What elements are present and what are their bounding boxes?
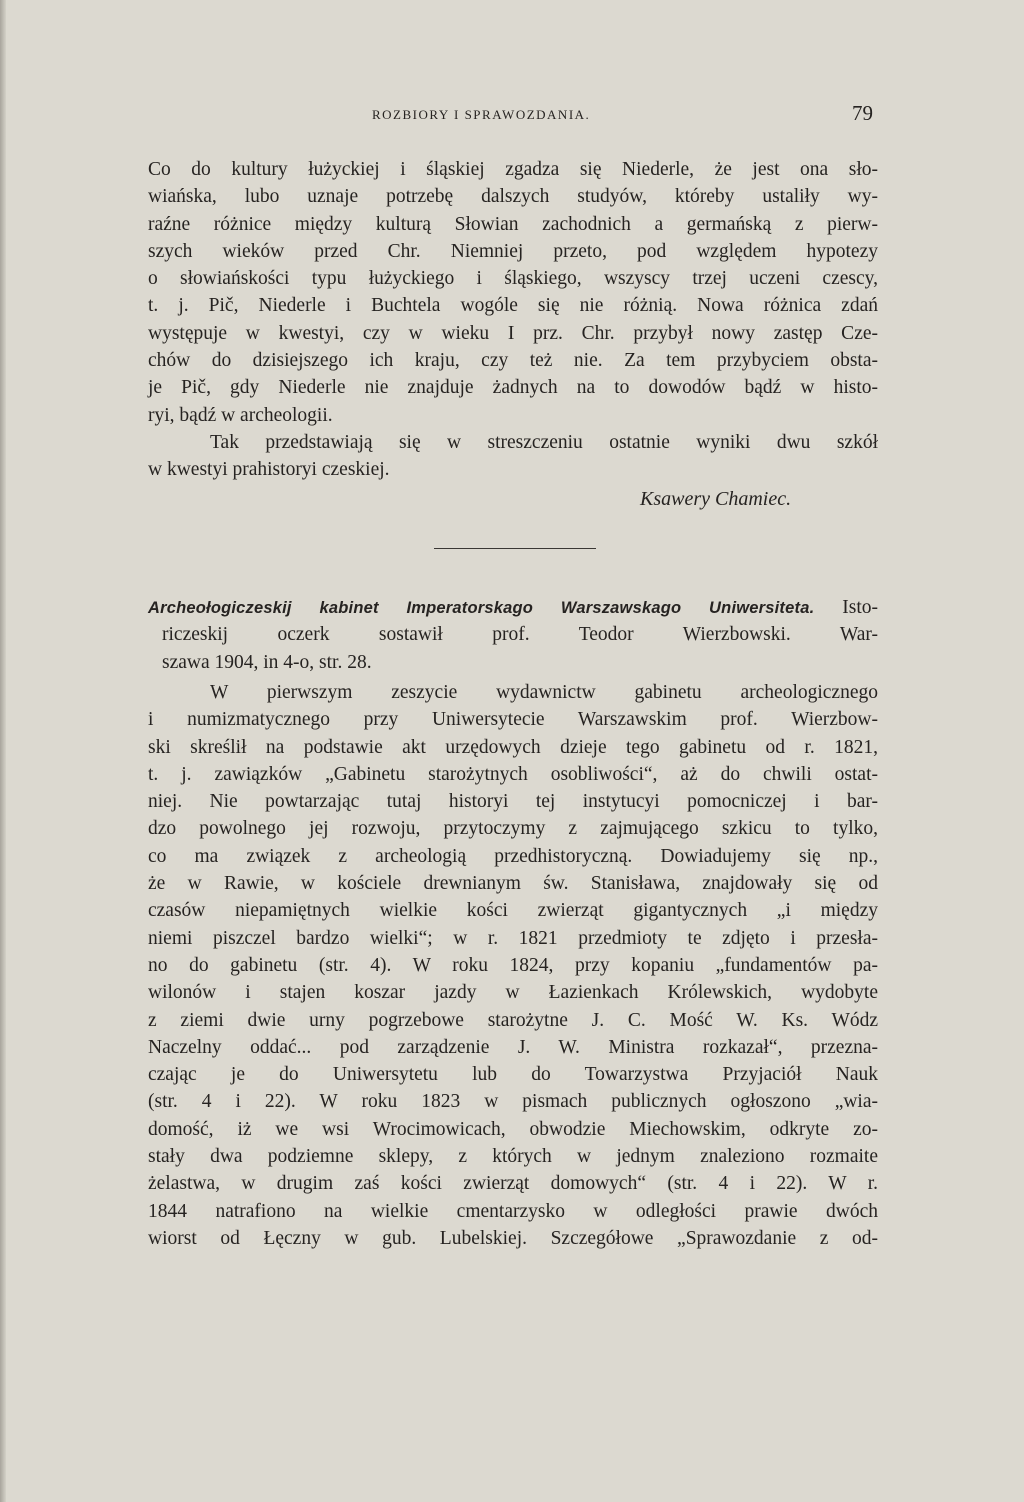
text-line: ryi, bądź w archeologii.: [148, 404, 333, 426]
text-line: (str. 4 i 22). W roku 1823 w pismach publicznych ogłoszono „wia-: [148, 1091, 878, 1113]
text-line: wilonów i stajen koszar jazdy w Łazienkach Królewskich, wydobyte: [148, 982, 878, 1004]
text-line: czasów niepamiętnych wielkie kości zwierząt gigantycznych „i między: [148, 900, 878, 922]
paragraph-1: [148, 156, 878, 429]
page-edge-shadow: [0, 0, 6, 1502]
text-line: 1844 natrafiono na wielkie cmentarzysko w odległości prawie dwóch: [148, 1200, 878, 1222]
book-title-continuation: Isto-: [842, 597, 878, 618]
review-heading-line: [148, 594, 878, 621]
text-line: żelastwa, w drugim zaś kości zwierząt domowych“ (str. 4 i 22). W r.: [148, 1173, 878, 1195]
text-line: niemi piszczel bardzo wielki“; w r. 1821 przedmioty te zdjęto i przesła-: [148, 927, 878, 949]
text-line: szych wieków przed Chr. Niemniej przeto, pod względem hypotezy: [148, 240, 878, 262]
text-line: o słowiańskości typu łużyckiego i śląskiego, wszyscy trzej uczeni czescy,: [148, 268, 878, 290]
section-divider: [434, 548, 596, 549]
text-line: występuje w kwestyi, czy w wieku I prz. Chr. przybył nowy zastęp Cze-: [148, 322, 878, 344]
text-line: Co do kultury łużyckiej i śląskiej zgadza się Niederle, że jest ona sło-: [148, 159, 878, 180]
text-line: wiorst od Łęczny w gub. Lubelskiej. Szczegółowe „Sprawozdanie z od-: [148, 1227, 878, 1249]
review-heading-rest: [148, 621, 878, 676]
text-line: t. j. zawiązków „Gabinetu starożytnych osobliwości“, aż do chwili ostat-: [148, 763, 878, 785]
review-heading-line: szawa 1904, in 4-o, str. 28.: [162, 651, 372, 673]
page-number: 79: [852, 101, 873, 125]
text-line: wiańska, lubo uznaje potrzebę dalszych studyów, któreby ustaliły wy-: [148, 186, 878, 208]
paragraph-3: [148, 679, 878, 1252]
text-line: z ziemi dwie urny pogrzebowe starożytne J. C. Mość W. Ks. Wódz: [148, 1009, 878, 1031]
running-head: ROZBIORY I SPRAWOZDANIA.: [372, 107, 591, 122]
text-line: w kwestyi prahistoryi czeskiej.: [148, 459, 390, 481]
text-line: że w Rawie, w kościele drewnianym św. Stanisława, znajdowały się od: [148, 873, 878, 895]
text-line: no do gabinetu (str. 4). W roku 1824, przy kopaniu „fundamentów pa-: [148, 954, 878, 976]
review-heading: [148, 594, 878, 676]
text-line: ski skreślił na podstawie akt urzędowych dzieje tego gabinetu od r. 1821,: [148, 736, 878, 758]
text-line: W pierwszym zeszycie wydawnictw gabinetu archeologicznego: [210, 682, 878, 703]
text-line: czając je do Uniwersytetu lub do Towarzystwa Przyjaciół Nauk: [148, 1064, 878, 1086]
text-line: je Pič, gdy Niederle nie znajduje żadnych na to dowodów bądź w histo-: [148, 377, 878, 399]
text-line: co ma związek z archeologią przedhistoryczną. Dowiadujemy się np.,: [148, 845, 878, 867]
book-title: Archeołogiczeskij kabinet Imperatorskago Warszawskago Uniwersiteta.: [148, 599, 815, 617]
text-line: domość, iż we wsi Wrocimowicach, obwodzie Miechowskim, odkryte zo-: [148, 1118, 878, 1140]
paragraph-2: [148, 429, 878, 484]
text-line: i numizmatycznego przy Uniwersytecie Warszawskim prof. Wierzbow-: [148, 709, 878, 731]
signature: Ksawery Chamiec.: [640, 488, 792, 510]
text-line: Tak przedstawiają się w streszczeniu ostatnie wyniki dwu szkół: [210, 432, 878, 453]
review-heading-line: riczeskij oczerk sostawił prof. Teodor Wierzbowski. War-: [162, 624, 878, 646]
text-line: chów do dzisiejszego ich kraju, czy też nie. Za tem przybyciem obsta-: [148, 350, 878, 372]
text-line: niej. Nie powtarzając tutaj historyi tej instytucyi pomocniczej i bar-: [148, 791, 878, 813]
text-line: raźne różnice między kulturą Słowian zachodnich a germańską z pierw-: [148, 213, 878, 235]
text-line: Naczelny oddać... pod zarządzenie J. W. Ministra rozkazał“, przezna-: [148, 1036, 878, 1058]
text-line: stały dwa podziemne sklepy, z których w jednym znaleziono rozmaite: [148, 1146, 878, 1168]
text-line: dzo powolnego jej rozwoju, przytoczymy z zajmującego szkicu to tylko,: [148, 818, 878, 840]
text-line: t. j. Pič, Niederle i Buchtela wogóle się nie różnią. Nowa różnica zdań: [148, 295, 878, 317]
